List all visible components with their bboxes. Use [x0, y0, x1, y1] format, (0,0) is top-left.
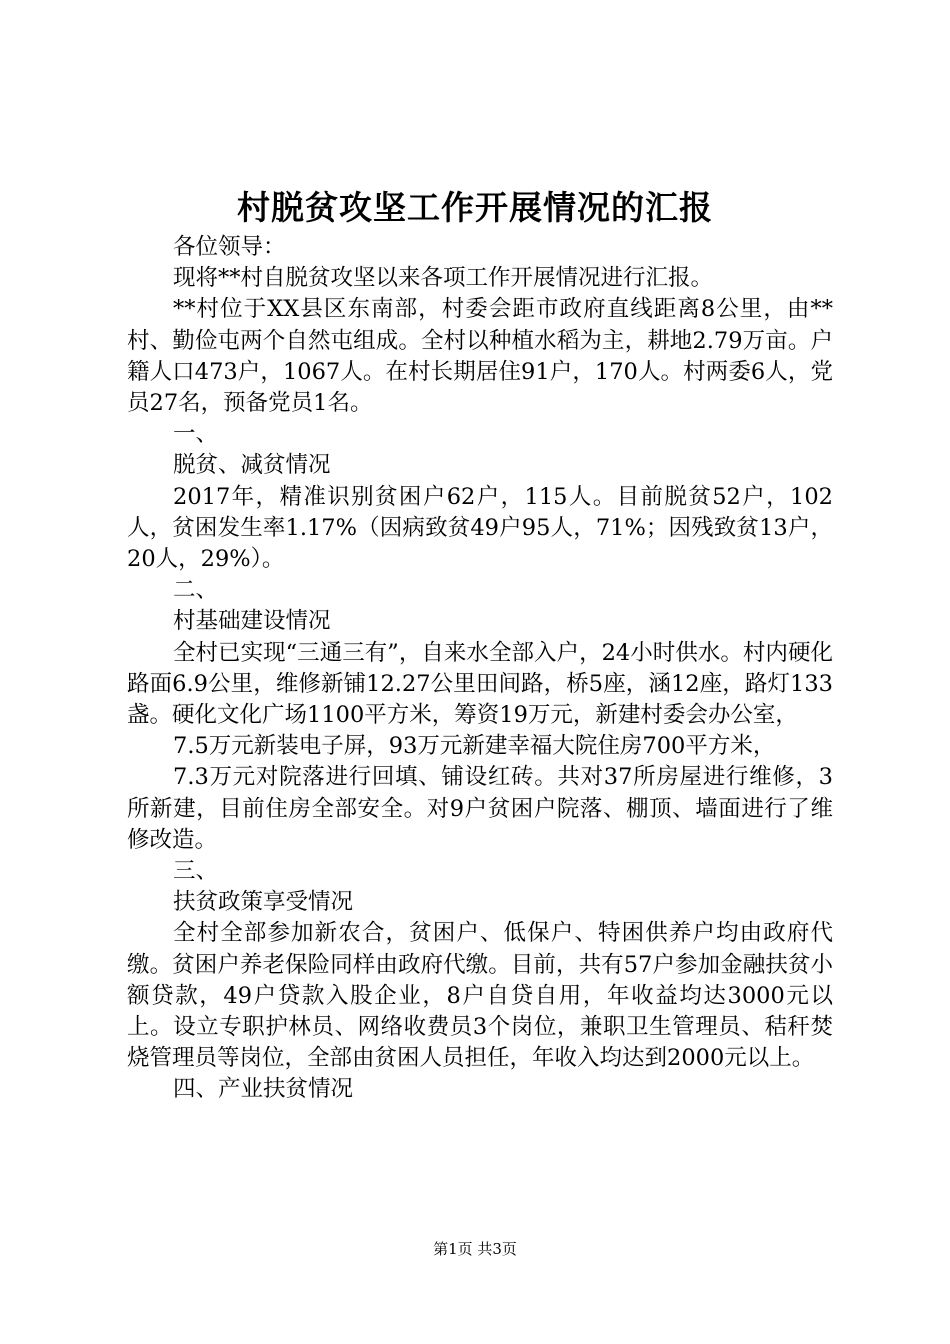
section-heading-1: 脱贫、减贫情况 [173, 452, 331, 479]
section-number-1: 一、 [173, 421, 219, 448]
paragraph-policy: 全村全部参加新农合，贫困户、低保户、特困供养户均由政府代缴。贫困户养老保险同样由政府代缴。目前，共有57户参加金融扶贫小额贷款，49户贷款入股企业，8户自贷自用，年收益均达3000元以上。设立专职护林员、网络收费员3个岗位，兼职卫生管理员、秸秆焚烧管理员等岗位，全部由贫困人员担任，年收入均达到2000元以上。 [127, 920, 833, 1072]
paragraph-infrastructure-2: 7.5万元新装电子屏，93万元新建幸福大院住房700平方米， [173, 733, 776, 760]
page-footer: 第1页 共3页 [433, 1240, 517, 1258]
section-number-3: 三、 [173, 858, 219, 885]
paragraph-poverty-reduction: 2017年，精准识别贫困户62户，115人。目前脱贫52户，102人，贫困发生率1.17%（因病致贫49户95人，71%；因残致贫13户，20人，29%）。 [127, 483, 833, 573]
paragraph-infrastructure: 全村已实现“三通三有”，自来水全部入户，24小时供水。村内硬化路面6.9公里，维修新铺12.27公里田间路，桥5座，涵12座，路灯133盏。硬化文化广场1100平方米，筹资19万元，新建村委会办公室， [127, 639, 833, 729]
document-title: 村脱贫攻坚工作开展情况的汇报 [237, 188, 713, 227]
paragraph-village-overview: **村位于XX县区东南部，村委会距市政府直线距离8公里，由**村、勤俭屯两个自然屯组成。全村以种植水稻为主，耕地2.79万亩。户籍人口473户，1067人。在村长期居住91户，170人。村两委6人，党员27名，预备党员1名。 [127, 296, 833, 417]
paragraph-salutation: 各位领导： [173, 234, 286, 260]
paragraph-intro: 现将**村自脱贫攻坚以来各项工作开展情况进行汇报。 [173, 265, 714, 292]
section-number-2: 二、 [173, 577, 219, 604]
document-body [127, 232, 833, 1106]
section-heading-3: 扶贫政策享受情况 [173, 889, 354, 916]
section-heading-4: 四、产业扶贫情况 [173, 1076, 354, 1103]
paragraph-infrastructure-3: 7.3万元对院落进行回填、铺设红砖。共对37所房屋进行维修，3所新建，目前住房全部安全。对9户贫困户院落、棚顶、墙面进行了维修改造。 [127, 764, 833, 853]
section-heading-2: 村基础建设情况 [173, 608, 331, 635]
